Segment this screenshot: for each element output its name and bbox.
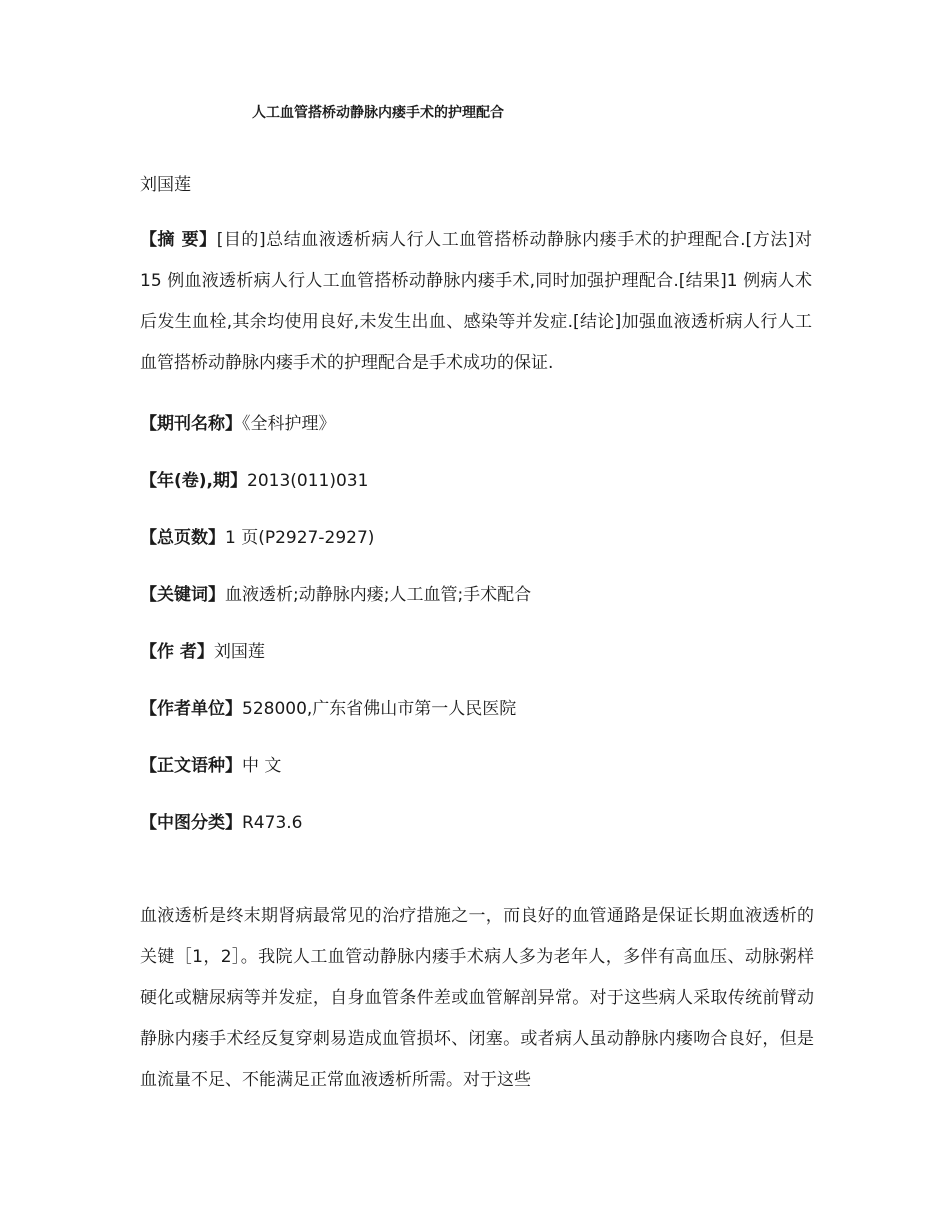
meta-label: 【期刊名称】: [140, 414, 242, 434]
meta-label: 【年(卷),期】: [140, 471, 247, 491]
meta-page-count: [140, 523, 374, 548]
meta-label: 【中图分类】: [140, 813, 242, 833]
meta-author-affiliation: [140, 694, 516, 719]
abstract-label: 【摘 要】: [140, 230, 217, 250]
document-author: 刘国莲: [140, 175, 191, 195]
meta-keywords: [140, 580, 531, 605]
meta-label: 【正文语种】: [140, 756, 242, 776]
abstract-text: [目的]总结血液透析病人行人工血管搭桥动静脉内瘘手术的护理配合.[方法]对 15 例血液透析病人行人工血管搭桥动静脉内瘘手术,同时加强护理配合.[结果]1 例病人术后发生血栓,其余均使用良好,未发生出血、感染等并发症.[结论]加强血液透析病人行人工血管搭桥动静脉内瘘手术的护理配合是手术成功的保证.: [140, 230, 812, 373]
body-paragraph: 血液透析是终末期肾病最常见的治疗措施之一，而良好的血管通路是保证长期血液透析的关键［1，2］。我院人工血管动静脉内瘘手术病人多为老年人，多伴有高血压、动脉粥样硬化或糖尿病等并发症，自身血管条件差或血管解剖异常。对于这些病人采取传统前臂动静脉内瘘手术经反复穿刺易造成血管损坏、闭塞。或者病人虽动静脉内瘘吻合良好，但是血流量不足、不能满足正常血液透析所需。对于这些: [140, 906, 814, 1090]
meta-language: [140, 751, 281, 776]
meta-label: 【关键词】: [140, 585, 225, 605]
meta-label: 【作者单位】: [140, 699, 242, 719]
meta-value: 《全科护理》: [242, 414, 336, 434]
meta-value: 血液透析;动静脉内瘘;人工血管;手术配合: [225, 585, 532, 605]
meta-journal-name: [140, 409, 336, 434]
meta-value: 2013(011)031: [247, 471, 369, 491]
meta-year-volume-issue: [140, 466, 368, 491]
meta-value: R473.6: [242, 813, 303, 833]
abstract-paragraph: [140, 220, 812, 384]
meta-classification: [140, 808, 302, 833]
meta-author: [140, 637, 265, 662]
meta-value: 刘国莲: [213, 642, 265, 662]
meta-label: 【总页数】: [140, 528, 225, 548]
meta-value: 中 文: [242, 756, 282, 776]
meta-value: 528000,广东省佛山市第一人民医院: [242, 699, 517, 719]
meta-label: 【作 者】: [140, 642, 214, 662]
document-title: 人工血管搭桥动静脉内瘘手术的护理配合: [252, 105, 504, 121]
meta-value: 1 页(P2927-2927): [225, 528, 375, 548]
